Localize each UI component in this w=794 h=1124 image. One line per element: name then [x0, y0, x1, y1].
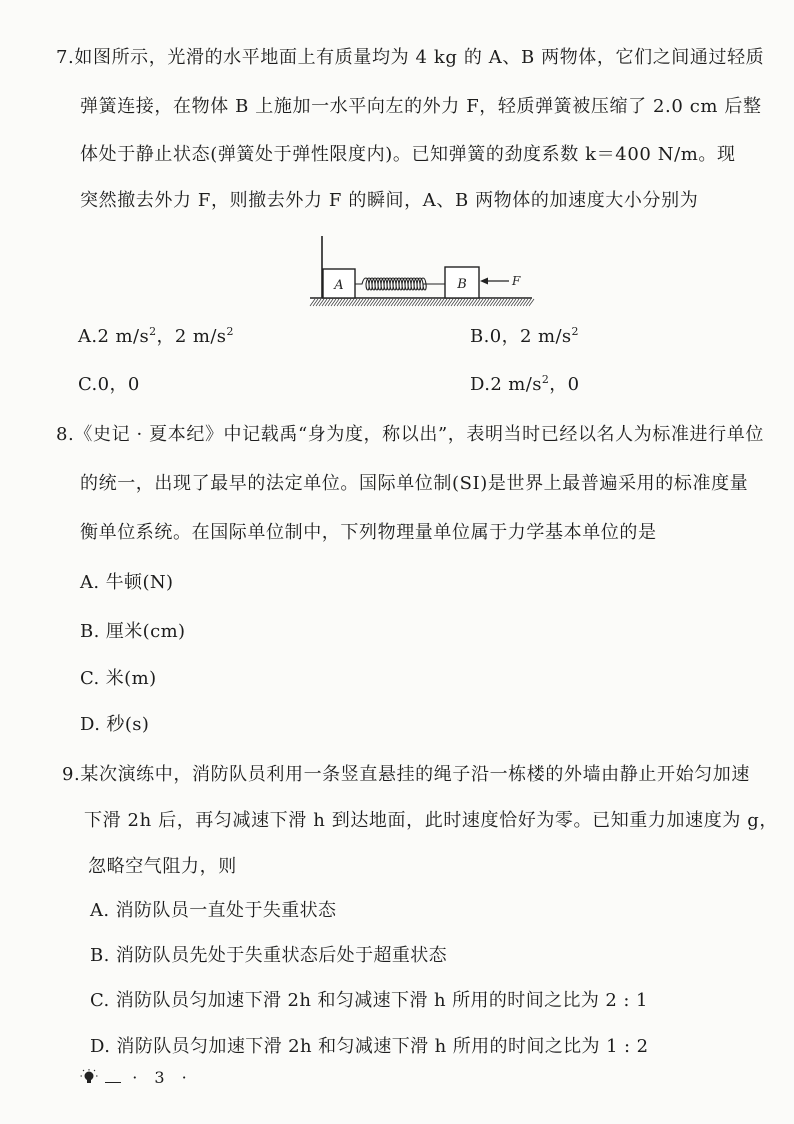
q8-line-3: 衡单位系统。在国际单位制中，下列物理量单位属于力学基本单位的是 — [80, 522, 657, 543]
q9-option-c: C. 消防队员匀加速下滑 2h 和匀减速下滑 h 所用的时间之比为 2 : 1 — [90, 990, 648, 1011]
block-b-label: B — [457, 277, 467, 292]
force-arrow-head — [480, 278, 488, 285]
q9-option-d: D. 消防队员匀加速下滑 2h 和匀减速下滑 h 所用的时间之比为 1 : 2 — [90, 1036, 649, 1057]
q7-option-d: D.2 $m/s^2$，0 — [470, 373, 580, 395]
q8-line-1: 8.《史记 · 夏本纪》中记载禹“身为度，称以出”，表明当时已经以名人为标准进行单位 — [56, 424, 764, 445]
q7-option-c: C.0，0 — [78, 374, 140, 395]
q8-option-b: B. 厘米(cm) — [80, 621, 186, 642]
spring-blocks-figure — [300, 228, 540, 318]
q8-option-d: D. 秒(s) — [80, 714, 150, 735]
q8-option-c: C. 米(m) — [80, 668, 157, 689]
q9-line-2: 下滑 2h 后，再匀减速下滑 h 到达地面，此时速度恰好为零。已知重力加速度为 g， — [84, 810, 778, 831]
bulb-icon — [80, 1069, 98, 1085]
spring-coil — [355, 278, 445, 290]
q9-option-b: B. 消防队员先处于失重状态后处于超重状态 — [90, 945, 448, 966]
q9-line-3: 忽略空气阻力，则 — [88, 856, 237, 877]
page-footer — [80, 1068, 193, 1087]
q7-line-4: 突然撤去外力 F，则撤去外力 F 的瞬间，A、B 两物体的加速度大小分别为 — [80, 190, 699, 211]
q9-option-a: A. 消防队员一直处于失重状态 — [90, 900, 337, 921]
force-label: F — [512, 274, 521, 288]
q8-option-a: A. 牛顿(N) — [80, 572, 174, 593]
q9-line-1: 9.某次演练中，消防队员利用一条竖直悬挂的绳子沿一栋楼的外墙由静止开始匀加速 — [62, 764, 750, 785]
ground-hatch — [310, 299, 534, 306]
q7-line-1: 7.如图所示，光滑的水平地面上有质量均为 4 kg 的 A、B 两物体，它们之间通过轻质 — [56, 47, 765, 68]
q7-option-b: B.0，2 $m/s^2$ — [470, 325, 579, 347]
q7-line-2: 弹簧连接，在物体 B 上施加一水平向左的外力 F，轻质弹簧被压缩了 2.0 cm 后整 — [80, 96, 762, 117]
q7-line-3: 体处于静止状态(弹簧处于弹性限度内)。已知弹簧的劲度系数 k＝400 N/m。现 — [80, 144, 736, 165]
page-number: · 3 · — [132, 1068, 193, 1087]
footer-underline — [105, 1082, 121, 1083]
q7-option-a: A.2 $m/s^2$，2 $m/s^2$ — [78, 325, 234, 347]
q8-line-2: 的统一，出现了最早的法定单位。国际单位制(SI)是世界上最普遍采用的标准度量 — [80, 473, 749, 494]
block-a-label: A — [334, 278, 344, 293]
